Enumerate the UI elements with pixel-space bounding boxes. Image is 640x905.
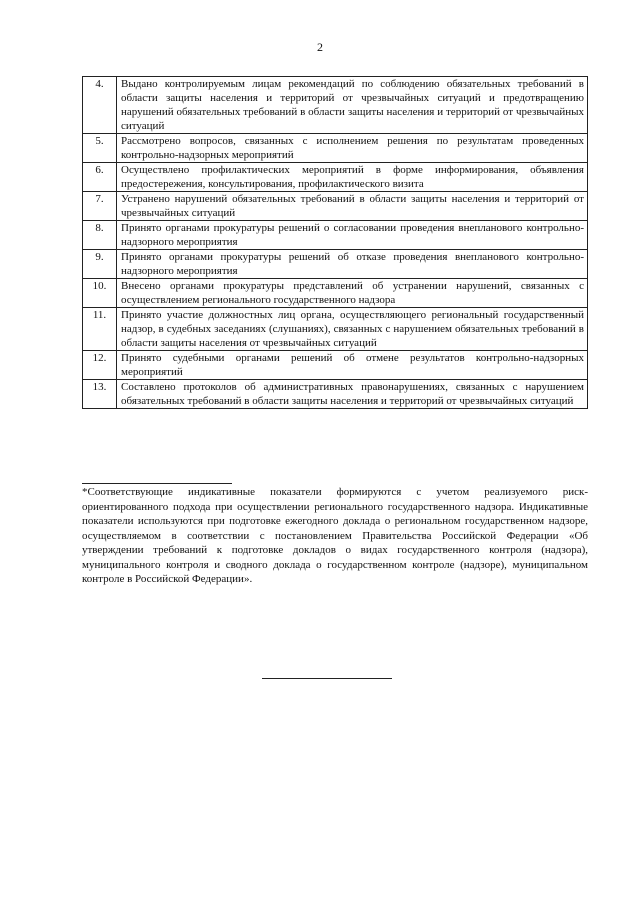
- row-text: Осуществлено профилактических мероприятий в форме информирования, объявления предостережения, консультирования, профилактического визита: [117, 163, 588, 192]
- table-row: [83, 77, 588, 134]
- table-row: [83, 163, 588, 192]
- table-row: [83, 380, 588, 409]
- row-number: 13.: [83, 380, 117, 409]
- row-text: Внесено органами прокуратуры представлений об устранении нарушений, связанных с осуществлением регионального государственного надзора: [117, 279, 588, 308]
- row-number: 9.: [83, 250, 117, 279]
- row-text: Принято участие должностных лиц органа, осуществляющего региональный государственный надзор, в судебных заседаниях (слушаниях), связанных с нарушением обязательных требований в области защиты населения от чрезвычайных ситуаций: [117, 308, 588, 351]
- page-number: 2: [317, 40, 323, 54]
- table-row: [83, 351, 588, 380]
- row-text: Составлено протоколов об административных правонарушениях, связанных с нарушением обязательных требований в области защиты населения и территорий от чрезвычайных ситуаций: [117, 380, 588, 409]
- table-row: [83, 221, 588, 250]
- row-text: Рассмотрено вопросов, связанных с исполнением решения по результатам проведенных контрольно-надзорных мероприятий: [117, 134, 588, 163]
- row-number: 12.: [83, 351, 117, 380]
- row-text: Принято органами прокуратуры решений о согласовании проведения внепланового контрольно-надзорного мероприятия: [117, 221, 588, 250]
- row-text: Устранено нарушений обязательных требований в области защиты населения и территорий от чрезвычайных ситуаций: [117, 192, 588, 221]
- table-row: [83, 279, 588, 308]
- row-number: 4.: [83, 77, 117, 134]
- table-row: [83, 192, 588, 221]
- row-number: 8.: [83, 221, 117, 250]
- end-divider: [262, 678, 392, 679]
- row-number: 11.: [83, 308, 117, 351]
- row-text: Принято судебными органами решений об отмене результатов контрольно-надзорных мероприятий: [117, 351, 588, 380]
- row-text: Выдано контролируемым лицам рекомендаций по соблюдению обязательных требований в области защиты населения и территорий от чрезвычайных ситуаций и предотвращению нарушений обязательных требований в области защиты населения и территорий от чрезвычайных ситуаций: [117, 77, 588, 134]
- row-number: 5.: [83, 134, 117, 163]
- footnote-text: *Соответствующие индикативные показатели формируются с учетом реализуемого риск-ориентированного подхода при осуществлении регионального государственного надзора. Индикативные показатели используются при подготовке ежегодного доклада о региональном государственном надзоре, осуществляемом в соответствии с постановлением Правительства Российской Федерации «Об утверждении требований к подготовке докладов о видах государственного контроля (надзора), муниципального контроля и сводного доклада о государственном контроле (надзоре), муниципальном контроле в Российской Федерации».: [82, 486, 588, 585]
- row-number: 10.: [83, 279, 117, 308]
- row-number: 6.: [83, 163, 117, 192]
- indicators-table: [82, 76, 588, 409]
- row-text: Принято органами прокуратуры решений об отказе проведения внепланового контрольно-надзорного мероприятия: [117, 250, 588, 279]
- row-number: 7.: [83, 192, 117, 221]
- table-row: [83, 134, 588, 163]
- table-row: [83, 250, 588, 279]
- footnote-divider: [82, 483, 232, 484]
- table-row: [83, 308, 588, 351]
